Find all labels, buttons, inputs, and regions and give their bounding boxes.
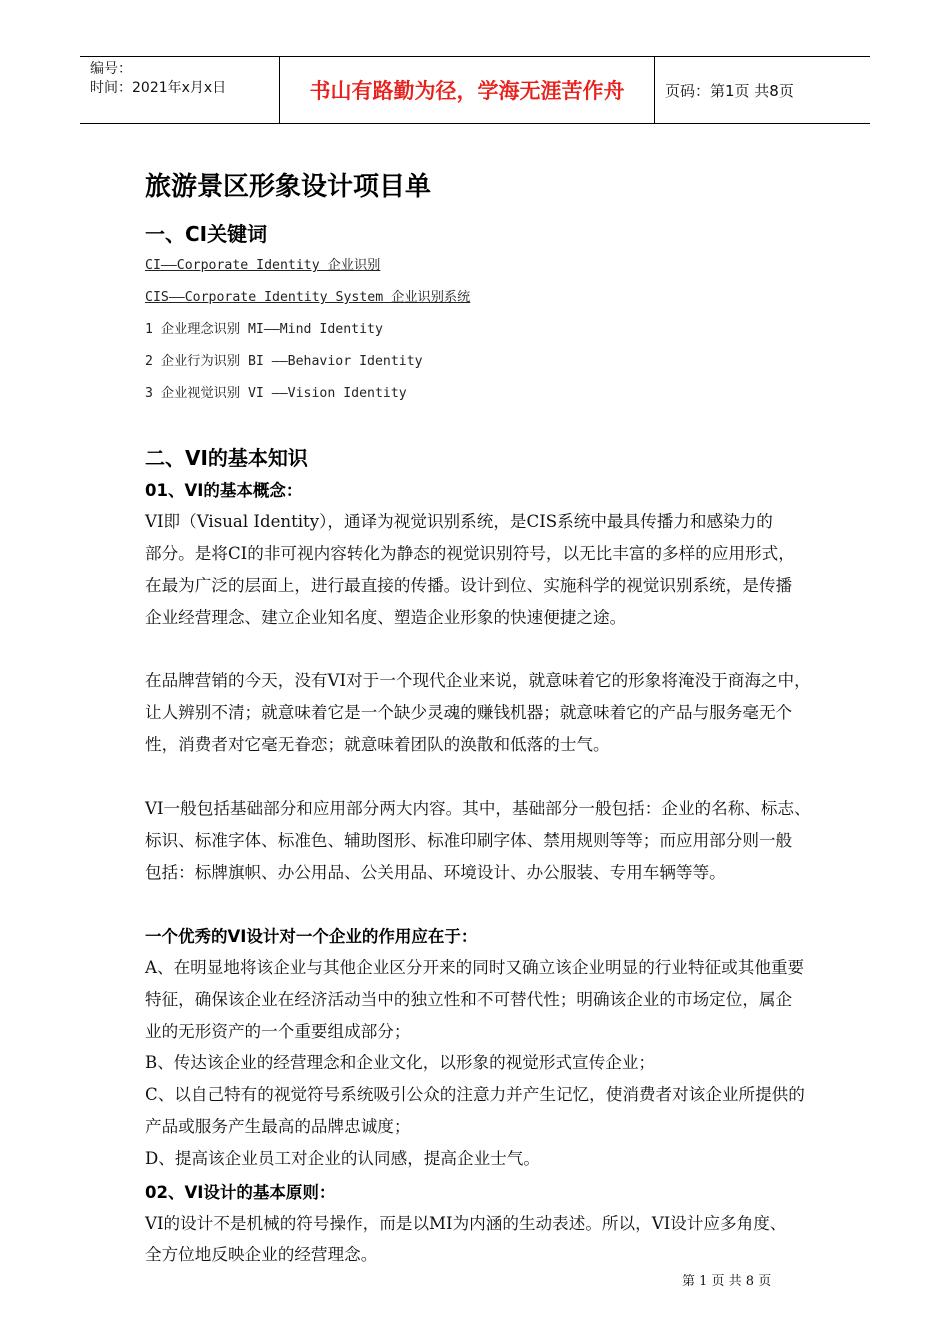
- section1-heading: 一、CI关键词: [145, 222, 268, 246]
- paragraph-line: 全方位地反映企业的经营理念。: [145, 1245, 378, 1264]
- role-line: A、在明显地将该企业与其他企业区分开来的同时又确立该企业明显的行业特征或其他重要: [145, 958, 805, 977]
- subsection-heading-principles: 02、VI设计的基本原则：: [145, 1183, 336, 1202]
- role-line: 业的无形资产的一个重要组成部分；: [145, 1022, 411, 1041]
- section2-heading: 二、VI的基本知识: [145, 446, 308, 470]
- role-line: 产品或服务产生最高的品牌忠诚度；: [145, 1117, 411, 1136]
- paragraph-line: VI的设计不是机械的符号操作，而是以MI为内涵的生动表述。所以，VI设计应多角度、: [145, 1214, 787, 1233]
- role-line: 特征，确保该企业在经济活动当中的独立性和不可替代性；明确该企业的市场定位，属企: [145, 990, 793, 1009]
- paragraph-line: VI一般包括基础部分和应用部分两大内容。其中，基础部分一般包括：企业的名称、标志、: [145, 799, 811, 818]
- header-motto: 书山有路勤为径，学海无涯苦作舟: [280, 57, 655, 123]
- role-line: B、传达该企业的经营理念和企业文化，以形象的视觉形式宣传企业；: [145, 1053, 656, 1072]
- paragraph-line: VI即（Visual Identity），通译为视觉识别系统，是CIS系统中最具传播力和感染力的: [145, 512, 773, 531]
- paragraph-line: 在品牌营销的今天，没有VI对于一个现代企业来说，就意味着它的形象将淹没于商海之中，: [145, 671, 811, 690]
- keyword-line: CIS——Corporate Identity System 企业识别系统: [145, 290, 471, 305]
- keyword-line: CI——Corporate Identity 企业识别: [145, 258, 381, 273]
- paragraph-line: 包括：标牌旗帜、办公用品、公关用品、环境设计、办公服装、专用车辆等等。: [145, 863, 726, 882]
- document-title: 旅游景区形象设计项目单: [145, 172, 432, 202]
- header-page-info: 页码：第1页 共8页: [665, 81, 794, 100]
- page-header: [80, 56, 870, 124]
- role-line: C、以自己特有的视觉符号系统吸引公众的注意力并产生记忆，使消费者对该企业所提供的: [145, 1085, 805, 1104]
- paragraph-line: 企业经营理念、建立企业知名度、塑造企业形象的快速便捷之途。: [145, 608, 627, 627]
- role-heading: 一个优秀的VI设计对一个企业的作用应在于：: [145, 927, 478, 946]
- document-number-label: 编号：: [90, 61, 132, 77]
- keyword-line: 1 企业理念识别 MI——Mind Identity: [145, 322, 383, 337]
- paragraph-line: 在最为广泛的层面上，进行最直接的传播。设计到位、实施科学的视觉识别系统，是传播: [145, 576, 793, 595]
- document-time: 时间：2021年x月x日: [90, 80, 227, 96]
- keyword-line: 3 企业视觉识别 VI ——Vision Identity: [145, 386, 407, 401]
- paragraph-line: 性，消费者对它毫无眷恋；就意味着团队的涣散和低落的士气。: [145, 735, 610, 754]
- header-meta: [80, 57, 280, 123]
- keyword-line: 2 企业行为识别 BI ——Behavior Identity: [145, 354, 423, 369]
- paragraph-line: 标识、标准字体、标准色、辅助图形、标准印刷字体、禁用规则等等；而应用部分则一般: [145, 831, 793, 850]
- role-line: D、提高该企业员工对企业的认同感，提高企业士气。: [145, 1149, 540, 1168]
- paragraph-line: 让人辨别不清；就意味着它是一个缺少灵魂的赚钱机器；就意味着它的产品与服务毫无个: [145, 703, 793, 722]
- subsection-heading-basic-concept: 01、VI的基本概念：: [145, 481, 303, 500]
- paragraph-line: 部分。是将CI的非可视内容转化为静态的视觉识别符号，以无比丰富的多样的应用形式，: [145, 544, 795, 563]
- page-footer: 第 1 页 共 8 页: [682, 1274, 772, 1289]
